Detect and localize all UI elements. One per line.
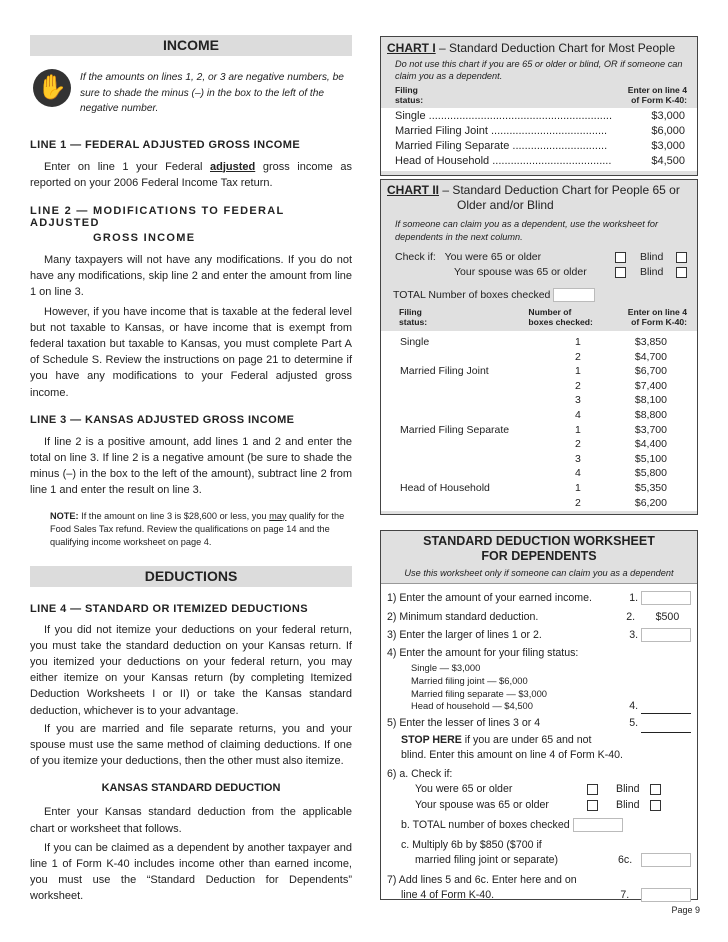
chart2-count: 3: [574, 394, 581, 407]
chart2-value: $6,700: [634, 365, 667, 378]
ws-l4d-row: [411, 700, 691, 714]
chart2-value: $5,100: [634, 452, 667, 465]
ws-line4-list: [387, 662, 691, 714]
ws-l6e: married filing joint or separate): [415, 854, 559, 867]
chart2-value: $8,800: [634, 408, 667, 421]
chart2-total: [387, 280, 691, 302]
chart2-count: 3: [574, 452, 581, 465]
ws-l3n: 3.: [629, 629, 639, 641]
chart2-row: [400, 379, 667, 394]
note-text-b: qualify for the Food Sales Tax refund. Review the qualifications on page 14 and the qualifying income worksheet on page 4.: [50, 510, 345, 547]
chart1-value: $3,000: [651, 140, 685, 152]
chart1-note: Do not use this chart if you are 65 or older or blind, OR if someone can claim you as a dependent.: [395, 59, 683, 81]
chart2-status: [400, 379, 555, 394]
ws-l2n: 2.: [626, 610, 636, 623]
chart1-value: $3,000: [651, 110, 685, 122]
ws-line6b-field[interactable]: [573, 818, 623, 832]
ws-l7b: line 4 of Form K-40.: [401, 889, 495, 902]
chart1-title-text: – Standard Deduction Chart for Most People: [435, 41, 676, 55]
ksd-para-1: Enter your Kansas standard deduction from the applicable chart or worksheet that follows.: [30, 806, 352, 835]
chart2-count: 1: [574, 336, 581, 348]
ws-line3-field[interactable]: [641, 628, 691, 642]
note-text-a: If the amount on line 3 is $28,600 or less, you: [78, 510, 270, 521]
chart2-status: [400, 452, 555, 467]
ws-l2v: $500: [655, 610, 680, 623]
check-spouse-65-label: Your spouse was 65 or older: [454, 266, 587, 278]
ws-l2: 2) Minimum standard deduction.: [387, 610, 539, 623]
chart2-check-row-2: [395, 265, 687, 280]
chart2-note: If someone can claim you as a dependent, use the worksheet for dependents in the next column.: [395, 219, 659, 242]
chart1-col2b: of Form K-40:: [631, 95, 687, 105]
chart1-rows: [381, 108, 697, 171]
chart2-value: $8,100: [634, 394, 667, 407]
ws-line4-field[interactable]: [641, 700, 691, 714]
ws-line5-stop: [387, 733, 691, 749]
chart1-col-header: [387, 85, 691, 105]
ws-spouse-blind-label: Blind: [616, 798, 640, 811]
ws-l1: 1) Enter the amount of your earned income.: [387, 592, 592, 604]
ws-l6c: b. TOTAL number of boxes checked: [401, 819, 570, 832]
chart2-status: [400, 408, 555, 423]
ws-l7b-row: [387, 888, 691, 904]
ksd-heading: KANSAS STANDARD DEDUCTION: [101, 782, 281, 795]
chart2-count: 4: [574, 467, 581, 480]
ws-line-1: [387, 591, 691, 607]
chart2-value: $6,200: [634, 496, 667, 509]
chart2-value: $7,400: [634, 379, 667, 392]
h2b: boxes checked:: [528, 317, 593, 327]
chart1-row: [395, 139, 685, 154]
total-boxes-field[interactable]: [553, 288, 595, 302]
chart2-status: [400, 393, 555, 408]
chart2-count: 2: [574, 350, 581, 363]
check-spouse-65-box[interactable]: [615, 267, 626, 278]
chart2-row: [400, 364, 667, 379]
ws-line1-field[interactable]: [641, 591, 691, 605]
chart1-col2a: Enter on line 4: [627, 85, 687, 95]
chart2-row: [400, 423, 667, 438]
worksheet-title-2: FOR DEPENDENTS: [481, 549, 597, 563]
spouse-blind-label: Blind: [640, 266, 664, 278]
line4-heading: LINE 4 — STANDARD OR ITEMIZED DEDUCTIONS: [30, 602, 308, 615]
ws-l6a-row: [387, 782, 691, 798]
chart2-value: $3,700: [634, 423, 667, 436]
chart2-check-row-1: [395, 250, 687, 265]
ws-l6d: c. Multiply 6b by $850 ($700 if: [401, 838, 542, 851]
chart2-row: [400, 481, 667, 496]
ws-l6c-row: [387, 818, 691, 834]
chart2-value: $4,700: [634, 350, 667, 363]
chart2-checks: [387, 244, 691, 280]
deductions-header: DEDUCTIONS: [30, 566, 352, 587]
chart1-col1a: Filing: [395, 85, 418, 95]
line2-para-1: Many taxpayers will not have any modifications. If you do not have any modifications, skip line 2 and enter the amount from line 1 on line 3.: [30, 253, 352, 299]
chart2-status: [400, 466, 555, 481]
chart2-value: $5,350: [634, 481, 667, 494]
ws-l7n: 7.: [620, 889, 630, 902]
chart2-title: [387, 183, 691, 213]
chart2-status: [400, 350, 555, 365]
line1-text-b: gross income as reported on your 2006 Federal Income Tax return.: [30, 160, 352, 189]
line4-para-2: If you are married and file separate returns, you and your spouse must use the same method of claiming deductions. If one of you itemize your deductions, then the other must also itemize.: [30, 722, 352, 768]
chart-2: [380, 179, 698, 515]
chart2-row: [400, 335, 667, 350]
income-note: If the amounts on lines 1, 2, or 3 are negative numbers, be sure to shade the minus (–) in the box to the left of the negative number.: [80, 72, 344, 114]
worksheet-note: Use this worksheet only if someone can claim you as a dependent: [404, 568, 674, 578]
ws-l4d: Head of household — $4,500: [411, 700, 533, 712]
h3b: of Form K-40:: [631, 317, 687, 327]
ws-check-spouse-blind-box[interactable]: [650, 800, 661, 811]
ws-l6n: 6c.: [618, 854, 633, 867]
chart2-col-header: [387, 302, 691, 327]
chart2-count: 4: [574, 408, 581, 421]
dependents-worksheet: [380, 530, 698, 900]
chart2-status: Single: [400, 336, 430, 348]
ws-line5-field[interactable]: [641, 716, 691, 733]
chart2-value: $5,800: [634, 467, 667, 480]
note-underline: may: [269, 510, 287, 521]
chart2-count: 1: [574, 423, 581, 436]
chart1-label: CHART I: [387, 41, 436, 55]
ws-l5d: blind. Enter this amount on line 4 of Form K-40.: [401, 749, 623, 762]
ws-line-2: [387, 610, 691, 626]
line1-underline: adjusted: [210, 160, 256, 173]
chart2-row: [400, 466, 667, 481]
line1-text: [30, 159, 352, 191]
chart1-row: [395, 109, 685, 124]
ws-line-5: [387, 716, 691, 733]
h2a: Number of: [528, 307, 572, 317]
chart2-status: Head of Household: [400, 481, 490, 494]
ws-blind-label: Blind: [616, 783, 640, 796]
line3-text: If line 2 is a positive amount, add lines 1 and 2 and enter the total on line 3. If line 2 is a negative amount (be sure to shade the minus (–) in the box to the left of the amount), subtract line 2 from line 1 and enter the result on line 3.: [30, 435, 352, 497]
chart2-title-1: – Standard Deduction Chart for People 65 or: [439, 183, 680, 197]
page-number: Page 9: [671, 905, 700, 915]
blind-label: Blind: [640, 251, 664, 263]
chart2-value: $4,400: [634, 438, 667, 451]
check-65-box[interactable]: [615, 252, 626, 263]
chart1-status: Married Filing Joint ......................................: [395, 125, 608, 137]
income-header: INCOME: [30, 35, 352, 56]
h1b: status:: [399, 317, 428, 327]
chart1-title: [387, 41, 691, 55]
chart-1: [380, 36, 698, 176]
worksheet-body: [381, 584, 697, 904]
chart2-count: 2: [574, 496, 581, 509]
chart2-status: Married Filing Separate: [400, 423, 510, 436]
chart2-row: [400, 393, 667, 408]
ws-l6: 6) a. Check if:: [387, 767, 453, 780]
ws-line-3: [387, 628, 691, 644]
chart2-row: [400, 452, 667, 467]
check-blind-box[interactable]: [676, 252, 687, 263]
chart1-status: Single ............................................................: [395, 110, 613, 122]
ws-l4b: Married filing joint — $6,000: [411, 674, 528, 686]
h1a: Filing: [399, 307, 422, 317]
ws-l6e-row: [387, 853, 691, 869]
ws-line7-field[interactable]: [641, 888, 691, 902]
ws-l7: 7) Add lines 5 and 6c. Enter here and on: [387, 873, 577, 886]
ws-l5c: if you are under 65 and not: [461, 733, 592, 746]
line2-para-2: However, if you have income that is taxable at the federal level but not taxable to Kansas, or have income that is exempt from federal taxation but taxable to Kansas, you must complete Part A of Schedule S. Review the instructions on page 21 to determine if you have any modifications to your Federal adjusted gross income.: [30, 305, 352, 399]
chart2-row: [400, 350, 667, 365]
chart1-status: Married Filing Separate ...............................: [395, 140, 608, 152]
ws-check-65-box[interactable]: [587, 784, 598, 795]
chart2-label: CHART II: [387, 183, 439, 197]
ws-check-blind-box[interactable]: [650, 784, 661, 795]
ws-line6c-field[interactable]: [641, 853, 691, 867]
food-tax-note: [30, 510, 352, 549]
ws-l4c: Married filing separate — $3,000: [411, 687, 548, 699]
h3a: Enter on line 4: [627, 307, 687, 317]
chart2-count: 2: [574, 379, 581, 392]
ws-l4n: 4.: [629, 700, 639, 713]
ws-l5: 5) Enter the lesser of lines 3 or 4: [387, 717, 541, 730]
chart2-row: [400, 496, 667, 511]
worksheet-title-1: STANDARD DEDUCTION WORKSHEET: [423, 534, 655, 548]
line3-heading: LINE 3 — KANSAS ADJUSTED GROSS INCOME: [30, 413, 295, 426]
ws-l6a: You were 65 or older: [415, 783, 513, 796]
ws-l4: 4) Enter the amount for your filing status:: [387, 646, 579, 659]
chart1-value: $4,500: [651, 155, 685, 167]
chart2-row: [400, 408, 667, 423]
ws-stop-here: STOP HERE: [401, 733, 462, 746]
ws-l3: 3) Enter the larger of lines 1 or 2.: [387, 629, 542, 641]
stop-hand-icon: ✋: [33, 69, 71, 107]
check-spouse-blind-box[interactable]: [676, 267, 687, 278]
chart1-row: [395, 154, 685, 169]
chart2-status: [400, 437, 555, 452]
line4-para-1: If you did not itemize your deductions on your federal return, you must take the standard deduction on your Kansas return. If you itemized your deductions on your federal return, you may either itemize on your Kansas return (by completing Itemized Deduction Worksheets I or II) or take the Kansas standard deduction, whichever is to your advantage.: [30, 623, 352, 717]
line1-text-a: Enter on line 1 your Federal: [44, 160, 210, 173]
note-label: NOTE:: [50, 510, 79, 521]
total-label: TOTAL Number of boxes checked: [393, 288, 551, 301]
ws-l4a: Single — $3,000: [411, 662, 481, 673]
ws-l1n: 1.: [629, 592, 639, 604]
check-if-label: Check if:: [395, 251, 436, 263]
chart2-count: 1: [574, 365, 581, 378]
chart2-count: 1: [574, 481, 581, 494]
worksheet-header: [381, 531, 697, 584]
ws-check-spouse-65-box[interactable]: [587, 800, 598, 811]
line2-heading-2: GROSS INCOME: [93, 231, 196, 244]
chart2-status: Married Filing Joint: [400, 365, 489, 378]
chart2-count: 2: [574, 438, 581, 451]
line1-heading: LINE 1 — FEDERAL ADJUSTED GROSS INCOME: [30, 138, 301, 151]
chart1-col1b: status:: [395, 95, 424, 105]
chart2-row: [400, 437, 667, 452]
ksd-para-2: If you can be claimed as a dependent by another taxpayer and line 1 of Form K-40 includes income other than earned income, you must use the “Standard Deduction for Dependents” worksheet.: [30, 841, 352, 903]
left-column: [30, 35, 352, 905]
ws-l5n: 5.: [629, 717, 639, 730]
chart1-row: [395, 124, 685, 139]
check-65-label: You were 65 or older: [444, 251, 542, 263]
ws-l6b: Your spouse was 65 or older: [415, 798, 549, 811]
chart2-status: [400, 496, 555, 511]
line2-heading: LINE 2 — MODIFICATIONS TO FEDERAL ADJUSTED: [30, 204, 285, 229]
chart2-value: $3,850: [634, 336, 667, 348]
chart2-title-2: Older and/or Blind: [457, 198, 554, 212]
ws-l6b-row: [387, 798, 691, 814]
chart2-rows: [381, 331, 697, 511]
chart1-value: $6,000: [651, 125, 685, 137]
chart1-status: Head of Household .......................................: [395, 155, 612, 167]
